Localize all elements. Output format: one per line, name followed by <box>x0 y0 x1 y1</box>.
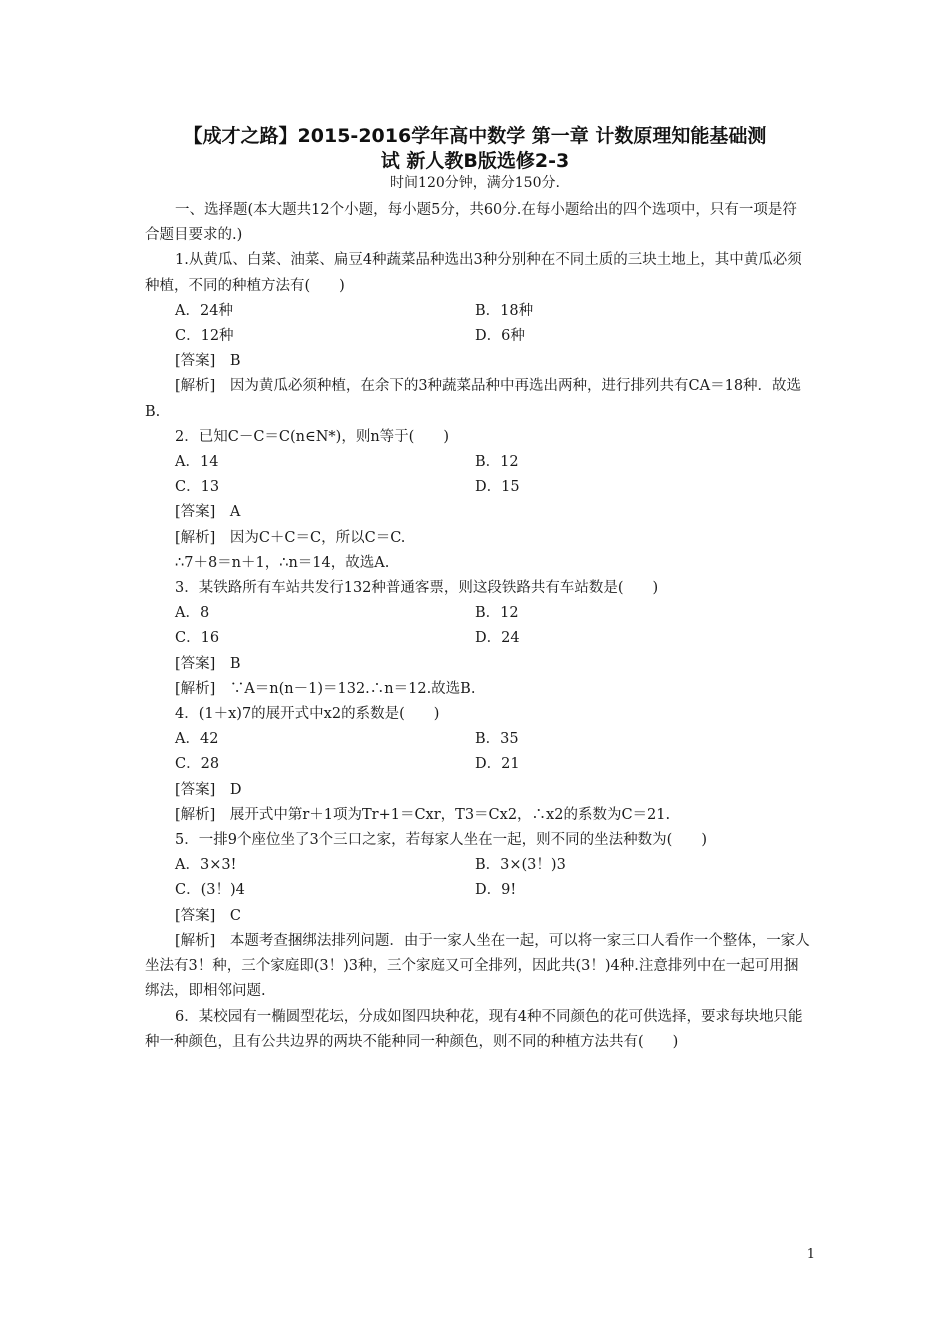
option-c: C．28 <box>175 756 220 773</box>
question-1-stem: 1.从黄瓜、白菜、油菜、扁豆4种蔬菜品种选出3种分别种在不同土质的三块土地上，其中黄瓜必须种植，不同的种植方法有( ) <box>145 252 802 294</box>
section-heading: 一、选择题(本大题共12个小题，每小题5分，共60分.在每小题给出的四个选项中，只有一项是符合题目要求的.) <box>145 202 797 244</box>
question-4-analysis: [解析] 展开式中第r＋1项为Tr+1＝Cxr，T3＝Cx2，∴x2的系数为C＝21. <box>175 806 671 823</box>
title-line-2: 试 新人教B版选修2-3 <box>380 150 570 172</box>
option-b: B．18种 <box>475 302 534 319</box>
option-d: D．24 <box>475 630 520 647</box>
option-d: D．9! <box>475 882 517 899</box>
question-2-analysis: [解析] 因为C＋C＝C，所以C＝C. <box>175 529 406 546</box>
exam-info: 时间120分钟，满分150分. <box>390 175 560 191</box>
question-2-analysis-cont: ∴7＋8＝n＋1，∴n＝14，故选A. <box>175 554 390 571</box>
option-a: A．42 <box>175 731 219 748</box>
page-number: 1 <box>806 1247 815 1262</box>
question-1-analysis: [解析] 因为黄瓜必须种植，在余下的3种蔬菜品种中再选出两种，进行排列共有CA＝18种．故选B. <box>145 378 802 420</box>
question-2-answer: [答案] A <box>175 504 241 521</box>
option-a: A．24种 <box>175 302 233 319</box>
question-1-options-row-2 <box>145 324 810 349</box>
question-4-stem: 4．(1＋x)7的展开式中x2的系数是( ) <box>175 706 440 723</box>
question-5-answer: [答案] C <box>175 907 241 924</box>
question-2-options-row-1 <box>145 450 810 475</box>
option-d: D．15 <box>475 479 520 496</box>
option-c: C．(3！)4 <box>175 882 245 899</box>
question-3-answer: [答案] B <box>175 655 241 672</box>
question-5-options-row-2 <box>145 878 810 903</box>
question-3-options-row-1 <box>145 601 810 626</box>
option-b: B．12 <box>475 454 519 471</box>
document-body <box>145 198 810 1055</box>
question-3-options-row-2 <box>145 626 810 651</box>
option-d: D．6种 <box>475 328 525 345</box>
question-2-options-row-2 <box>145 475 810 500</box>
option-c: C．16 <box>175 630 220 647</box>
question-6-stem: 6．某校园有一椭圆型花坛，分成如图四块种花，现有4种不同颜色的花可供选择，要求每块地只能种一种颜色，且有公共边界的两块不能种同一种颜色，则不同的种植方法共有( ) <box>145 1008 803 1050</box>
question-1-options-row-1 <box>145 299 810 324</box>
question-5-analysis: [解析] 本题考查捆绑法排列问题．由于一家人坐在一起，可以将一家三口人看作一个整体，一家人坐法有3！种，三个家庭即(3！)3种，三个家庭又可全排列，因此共(3！)4种.注意排列中在一起可用捆绑法，即相邻问题. <box>145 932 810 1000</box>
option-b: B．35 <box>475 731 519 748</box>
question-3-analysis: [解析] ∵A＝n(n－1)＝132.∴n＝12.故选B. <box>175 680 476 697</box>
option-c: C．12种 <box>175 328 234 345</box>
question-4-options-row-1 <box>145 727 810 752</box>
title-line-1: 【成才之路】2015-2016学年高中数学 第一章 计数原理知能基础测 <box>183 125 767 147</box>
question-4-answer: [答案] D <box>175 781 242 798</box>
question-3-stem: 3．某铁路所有车站共发行132种普通客票，则这段铁路共有车站数是( ) <box>175 580 659 597</box>
question-5-stem: 5．一排9个座位坐了3个三口之家，若每家人坐在一起，则不同的坐法种数为( ) <box>175 832 707 849</box>
page-title <box>120 124 830 174</box>
option-a: A．8 <box>175 605 210 622</box>
question-1-answer: [答案] B <box>175 353 241 370</box>
option-c: C．13 <box>175 479 220 496</box>
option-d: D．21 <box>475 756 520 773</box>
option-a: A．3×3! <box>175 857 237 874</box>
option-a: A．14 <box>175 454 219 471</box>
option-b: B．12 <box>475 605 519 622</box>
question-5-options-row-1 <box>145 853 810 878</box>
question-4-options-row-2 <box>145 752 810 777</box>
option-b: B．3×(3！)3 <box>475 857 566 874</box>
question-2-stem: 2．已知C－C＝C(n∈N*)，则n等于( ) <box>175 428 449 445</box>
